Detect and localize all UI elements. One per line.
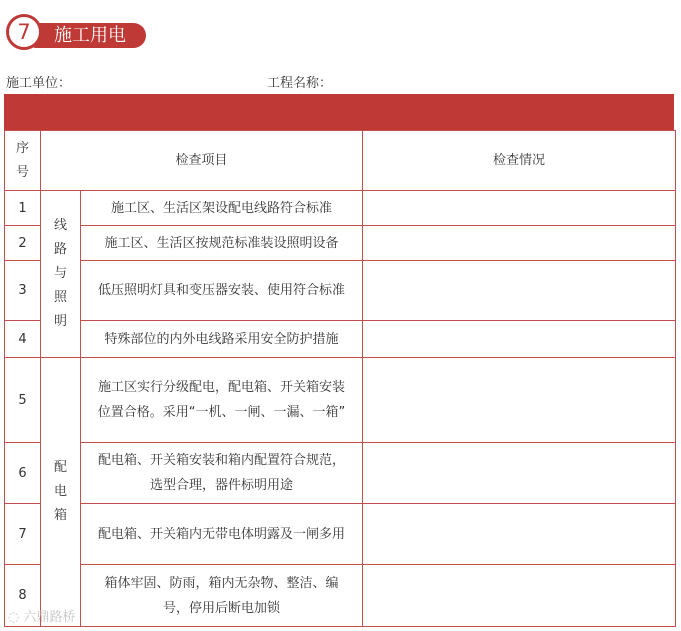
row-item: 箱体牢固、防雨，箱内无杂物、整洁、编号，停用后断电加锁	[81, 565, 363, 627]
row-seq: 8	[5, 565, 41, 627]
table-row	[5, 321, 676, 358]
table-row	[5, 565, 676, 627]
row-seq: 3	[5, 261, 41, 321]
table-header-row	[5, 131, 676, 191]
row-status[interactable]	[363, 226, 676, 261]
section-badge	[6, 14, 146, 52]
row-seq: 2	[5, 226, 41, 261]
table-row	[5, 443, 676, 504]
row-item: 配电箱、开关箱安装和箱内配置符合规范，选型合理，器件标明用途	[81, 443, 363, 504]
row-status[interactable]	[363, 321, 676, 358]
table-row	[5, 261, 676, 321]
row-status[interactable]	[363, 358, 676, 443]
group-lines-lighting: 线路与照明	[41, 191, 81, 358]
table-row	[5, 358, 676, 443]
table-row	[5, 504, 676, 565]
section-title: 施工用电	[54, 25, 126, 46]
row-seq: 1	[5, 191, 41, 226]
row-status[interactable]	[363, 261, 676, 321]
inspection-table	[4, 130, 676, 627]
watermark	[8, 606, 76, 625]
row-seq: 7	[5, 504, 41, 565]
watermark-logo-icon: ◌	[8, 610, 20, 625]
watermark-text: 六鼎路桥	[23, 610, 76, 625]
row-item: 施工区实行分级配电，配电箱、开关箱安装位置合格。采用“一机、一闸、一漏、一箱”	[81, 358, 363, 443]
row-item: 施工区、生活区架设配电线路符合标准	[81, 191, 363, 226]
table-row	[5, 226, 676, 261]
row-seq: 4	[5, 321, 41, 358]
table-header-bar	[4, 94, 674, 130]
row-status[interactable]	[363, 443, 676, 504]
header-status: 检查情况	[363, 131, 676, 191]
project-name-label: 工程名称：	[267, 76, 333, 91]
row-status[interactable]	[363, 504, 676, 565]
section-number: 7	[6, 14, 42, 50]
row-status[interactable]	[363, 191, 676, 226]
header-item: 检查项目	[41, 131, 363, 191]
row-item: 特殊部位的内外电线路采用安全防护措施	[81, 321, 363, 358]
row-status[interactable]	[363, 565, 676, 627]
row-item: 配电箱、开关箱内无带电体明露及一闸多用	[81, 504, 363, 565]
group-distribution-box: 配电箱	[41, 358, 81, 627]
row-seq: 6	[5, 443, 41, 504]
row-item: 低压照明灯具和变压器安装、使用符合标准	[81, 261, 363, 321]
row-item: 施工区、生活区按规范标准装设照明设备	[81, 226, 363, 261]
table-row	[5, 191, 676, 226]
construction-unit-label: 施工单位：	[6, 76, 72, 91]
row-seq: 5	[5, 358, 41, 443]
header-seq: 序号	[5, 131, 41, 191]
